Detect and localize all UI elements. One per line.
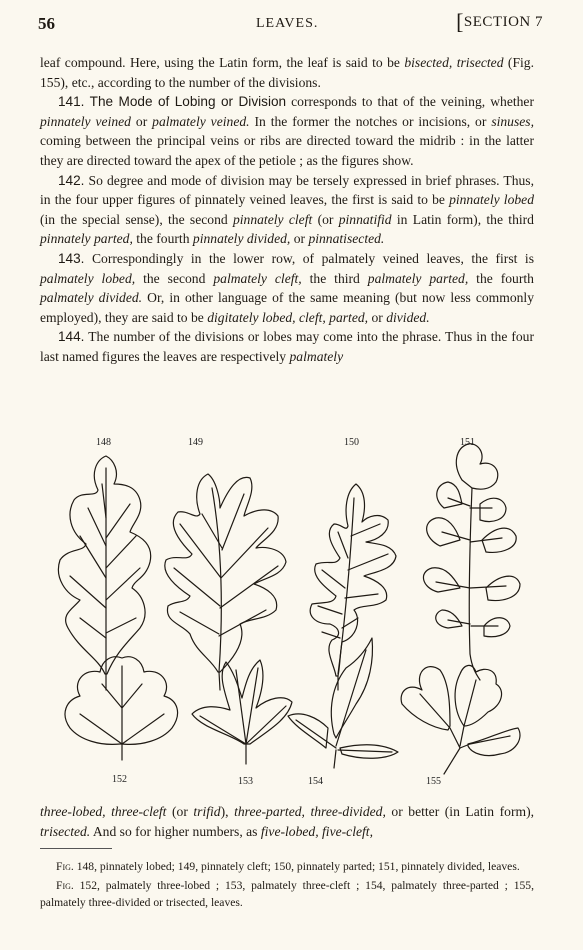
text-run: (Fig. 155), etc., according to the number of the divisions. — [40, 55, 534, 90]
text-run: And so for higher numbers, as — [90, 823, 261, 839]
italic-term: trisected — [456, 55, 504, 70]
paragraph-number: 143. — [58, 250, 85, 266]
text-run: or — [368, 309, 387, 325]
text-run: corresponds to that of the veining, whether — [286, 94, 534, 110]
section-text: SECTION 7 — [463, 14, 543, 30]
italic-term: trisected. — [40, 823, 91, 839]
italic-term: three-parted, three-divided, — [234, 804, 386, 819]
paragraph-144-continued — [40, 802, 534, 841]
text-run: (in the special sense), the second — [40, 211, 233, 227]
body-text — [40, 53, 534, 367]
section-bracket: [ — [456, 9, 464, 34]
paragraph-number: 141. — [58, 94, 85, 110]
text-run: or — [130, 113, 153, 129]
text-run: Or, in other language of the same meaning (but now less commonly employed), they are said to be — [40, 290, 535, 325]
leaf-148-pinnately-lobed — [58, 456, 150, 690]
text-run: (or — [166, 804, 194, 819]
italic-term: palmately — [289, 348, 344, 364]
paragraph-141 — [40, 92, 534, 170]
caption-text: 148, pinnately lobed; 149, pinnately cleft; 150, pinnately parted; 151, pinnately divided, leaves. — [73, 860, 520, 873]
fig-label-153: 153 — [238, 776, 253, 787]
caption-fig-label: Fig. — [56, 860, 74, 873]
italic-term: pinnately cleft — [232, 211, 313, 227]
italic-term: trifid — [193, 804, 221, 819]
leaf-153-palmately-three-cleft — [192, 660, 292, 764]
text-run: The number of the divisions or lobes may come into the phrase. Thus in the four last named figures the leaves are respectively — [40, 329, 534, 364]
caption-148-151 — [40, 858, 534, 875]
text-run: the second — [135, 270, 214, 286]
italic-term: three-lobed, three-cleft — [40, 804, 167, 819]
fig-label-151: 151 — [460, 437, 475, 448]
leaf-figures — [40, 428, 540, 798]
paragraph-144 — [40, 327, 534, 366]
italic-term: pinnatisected. — [308, 231, 385, 247]
italic-term: pinnately lobed — [449, 192, 534, 208]
fig-label-149: 149 — [188, 437, 203, 448]
running-title: LEAVES. — [256, 16, 319, 31]
footnote-rule — [40, 848, 112, 849]
italic-term: palmately parted, — [367, 270, 469, 286]
fig-label-154: 154 — [308, 776, 323, 787]
paragraph-143 — [40, 249, 534, 327]
paragraph-heading: The Mode of Lobing or Division — [84, 94, 287, 110]
fig-label-150: 150 — [344, 437, 359, 448]
fig-label-152: 152 — [112, 774, 127, 785]
fig-label-155: 155 — [426, 776, 441, 787]
italic-term: pinnately veined — [40, 113, 131, 129]
leaf-figures-svg — [40, 428, 540, 798]
text-run: Correspondingly in the lower row, of palmately veined leaves, the first is — [84, 250, 534, 266]
italic-term: bisected, — [404, 55, 453, 70]
text-run: the third — [301, 270, 368, 286]
text-run: in Latin form), the third — [391, 211, 534, 227]
italic-term: pinnately parted, — [40, 231, 133, 247]
text-run: In the former the notches or incisions, or — [249, 113, 492, 129]
italic-term: palmately cleft, — [213, 270, 302, 286]
paragraph-continued — [40, 53, 534, 92]
text-run: leaf compound. Here, using the Latin form, the leaf is said to be — [40, 55, 405, 70]
page-number: 56 — [38, 14, 55, 33]
text-run: or — [290, 231, 309, 247]
italic-term: palmately veined. — [152, 113, 250, 129]
caption-152-155 — [40, 877, 534, 911]
text-run: or better (in Latin form), — [385, 804, 534, 819]
text-run: (or — [312, 211, 339, 227]
leaf-149-pinnately-cleft — [165, 474, 286, 690]
figure-captions — [40, 858, 534, 913]
text-run: the fourth — [132, 231, 193, 247]
italic-term: sinuses, — [491, 113, 534, 129]
italic-term: palmately lobed, — [40, 270, 136, 286]
italic-term: five-lobed, five-cleft, — [260, 823, 373, 839]
caption-text: 152, palmately three-lobed ; 153, palmately three-cleft ; 154, palmately three-parted ; 155, palmately three-divided or trisected, leaves. — [40, 879, 534, 909]
section-label — [456, 9, 543, 34]
italic-term: pinnately divided, — [192, 231, 291, 247]
text-run: the fourth — [468, 270, 534, 286]
text-run: coming between the principal veins or ribs are directed toward the midrib : in the latter they are directed toward the apex of the petiole ; as the figures show. — [40, 133, 534, 168]
text-run: So degree and mode of division may be tersely expressed in brief phrases. Thus, in the four upper figures of pinnately veined leaves, the first is said to be — [40, 172, 534, 208]
leaf-154-palmately-three-parted — [288, 638, 398, 768]
italic-term: divided. — [386, 309, 430, 325]
italic-term: digitately lobed, cleft, parted, — [207, 309, 369, 325]
italic-term: pinnatifid — [338, 211, 392, 227]
paragraph-number: 144. — [58, 329, 85, 345]
paragraph-number: 142. — [58, 172, 85, 188]
leaf-155-palmately-three-divided — [401, 665, 520, 774]
caption-fig-label: Fig. — [56, 879, 74, 892]
paragraph-142 — [40, 171, 534, 249]
running-header — [38, 9, 543, 36]
text-run: ), — [220, 804, 235, 819]
leaf-150-pinnately-parted — [310, 484, 396, 690]
leaf-151-pinnately-divided — [423, 444, 520, 680]
fig-label-148: 148 — [96, 437, 111, 448]
italic-term: palmately divided. — [40, 290, 143, 306]
leaf-152-palmately-three-lobed — [65, 657, 178, 760]
